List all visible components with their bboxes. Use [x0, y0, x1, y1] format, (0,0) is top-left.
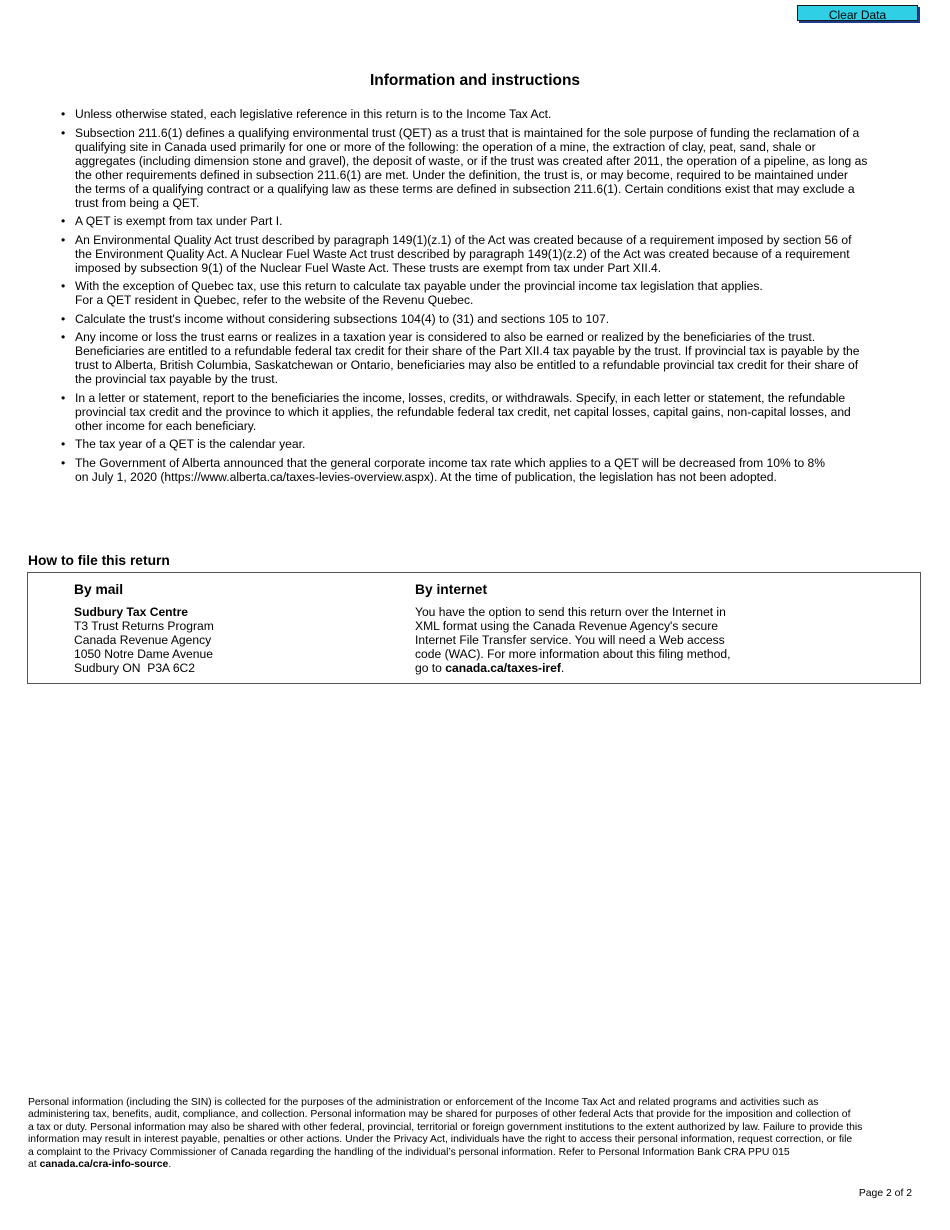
- by-internet-section: [415, 582, 755, 675]
- list-item: • Calculate the trust's income without considering subsections 104(4) to (31) and sections 105 to 107.: [61, 311, 610, 326]
- bullet-icon: •: [61, 214, 66, 228]
- list-item: • Any income or loss the trust earns or realizes in a taxation year is considered to also be earned or realized by the beneficiaries of the trust. Beneficiaries are entitled to a refundable federal tax credit for their share of the Part XII.4 tax payable by the trust. If provincial tax is payable by the trust to Alberta, British Columbia, Saskatchewan or Ontario, beneficiaries may also be entitled to a refundable provincial tax credit for their share of the provincial tax payable by the trust.: [61, 330, 860, 386]
- privacy-notice: [28, 1097, 908, 1171]
- mail-address-line: Sudbury ON P3A 6C2: [74, 661, 196, 675]
- bullet-icon: •: [61, 232, 66, 247]
- internet-text-line: You have the option to send this return over the Internet in: [415, 605, 726, 619]
- by-mail-heading: By mail: [74, 582, 124, 597]
- page-title: Information and instructions: [369, 72, 581, 89]
- list-item: • A QET is exempt from tax under Part I.: [61, 214, 283, 228]
- mail-address-line: T3 Trust Returns Program: [74, 619, 214, 633]
- bullet-icon: •: [61, 311, 66, 326]
- bullet-icon: •: [61, 390, 66, 405]
- privacy-suffix: .: [168, 1159, 172, 1171]
- list-item: • The Government of Alberta announced that the general corporate income tax rate which applies to a QET will be decreased from 10% to 8% on July 1, 2020 (https://www.alberta.ca/taxes-levies-overview.aspx). At the time of publication, the legislation has not been adopted.: [61, 455, 826, 484]
- bullet-icon: •: [61, 455, 66, 470]
- list-item: • In a letter or statement, report to the beneficiaries the income, losses, credits, or withdrawals. Specify, in each letter or statement, the refundable provincial tax credit and the province to which it applies, the refundable federal tax credit, net capital losses, capital gains, non-capital losses, and other income for each beneficiary.: [61, 390, 851, 433]
- internet-text-line: [415, 661, 755, 675]
- bullet-icon: •: [61, 125, 66, 140]
- internet-text-line: code (WAC). For more information about this filing method,: [415, 647, 731, 661]
- bullet-icon: •: [61, 437, 66, 451]
- bullet-icon: •: [61, 107, 66, 121]
- list-item: • The tax year of a QET is the calendar year.: [61, 437, 306, 451]
- mail-address-line: Canada Revenue Agency: [74, 633, 212, 647]
- mail-address-line: Sudbury Tax Centre: [74, 605, 189, 619]
- taxes-iref-link[interactable]: canada.ca/taxes-iref: [445, 661, 561, 675]
- bullet-icon: •: [61, 279, 66, 293]
- by-internet-heading: By internet: [415, 582, 488, 597]
- bullet-icon: •: [61, 330, 66, 344]
- how-to-file-box: [27, 572, 921, 684]
- internet-text-line: Internet File Transfer service. You will need a Web access: [415, 633, 725, 647]
- list-item: • An Environmental Quality Act trust described by paragraph 149(1)(z.1) of the Act was created because of a requirement imposed by section 56 of the Environment Quality Act. A Nuclear Fuel Waste Act trust described by paragraph 149(1)(z.2) of the Act was created because of a requirement imposed by subsection 9(1) of the Nuclear Fuel Waste Act. These trusts are exempt from tax under Part XII.4.: [61, 232, 852, 275]
- by-mail-section: [74, 582, 374, 675]
- mail-address-line: 1050 Notre Dame Avenue: [74, 647, 213, 661]
- instructions-list: [60, 107, 895, 488]
- privacy-text: Personal information (including the SIN) is collected for the purposes of the administration or enforcement of the Income Tax Act and related programs and activities such as administering tax, benefits, audit, compliance, and collection. Personal information may be shared for purposes of other federal Acts that provide for the imposition and collection of a tax or duty. Personal information may also be shared with other federal, provincial, territorial or foreign government institutions to the extent authorized by law. Failure to provide this information may result in interest payable, penalties or other actions. Under the Privacy Act, individuals have the right to access their personal information, request correction, or file a complaint to the Privacy Commissioner of Canada regarding the handling of the individual’s personal information. Refer to Personal Information Bank CRA PPU 015 at: [28, 1097, 863, 1171]
- how-to-file-heading: How to file this return: [28, 553, 170, 568]
- clear-data-button[interactable]: Clear Data: [797, 5, 918, 21]
- internet-text-line: XML format using the Canada Revenue Agency's secure: [415, 619, 719, 633]
- list-item: • Subsection 211.6(1) defines a qualifying environmental trust (QET) as a trust that is maintained for the sole purpose of funding the reclamation of a qualifying site in Canada used primarily for one or more of the following: the operation of a mine, the extraction of clay, peat, sand, shale or aggregates (including dimension stone and gravel), the deposit of waste, or if the trust was created after 2011, the operation of a pipeline, as long as the other requirements defined in subsection 211.6(1) are met. Under the definition, the trust is, or may become, required to be maintained under the terms of a qualifying contract or a qualifying law as these terms are defined in subsection 211.6(1). Certain conditions exist that may exclude a trust from being a QET.: [61, 125, 868, 210]
- page-number: Page 2 of 2: [858, 1188, 912, 1199]
- list-item: • Unless otherwise stated, each legislative reference in this return is to the Income Tax Act.: [61, 107, 552, 121]
- internet-text-prefix: go to: [415, 661, 446, 675]
- internet-text-suffix: .: [560, 661, 565, 675]
- list-item: • With the exception of Quebec tax, use this return to calculate tax payable under the provincial income tax legislation that applies. For a QET resident in Quebec, refer to the website of the Revenu Quebec.: [61, 279, 763, 307]
- cra-info-source-link[interactable]: canada.ca/cra-info-source: [39, 1159, 169, 1171]
